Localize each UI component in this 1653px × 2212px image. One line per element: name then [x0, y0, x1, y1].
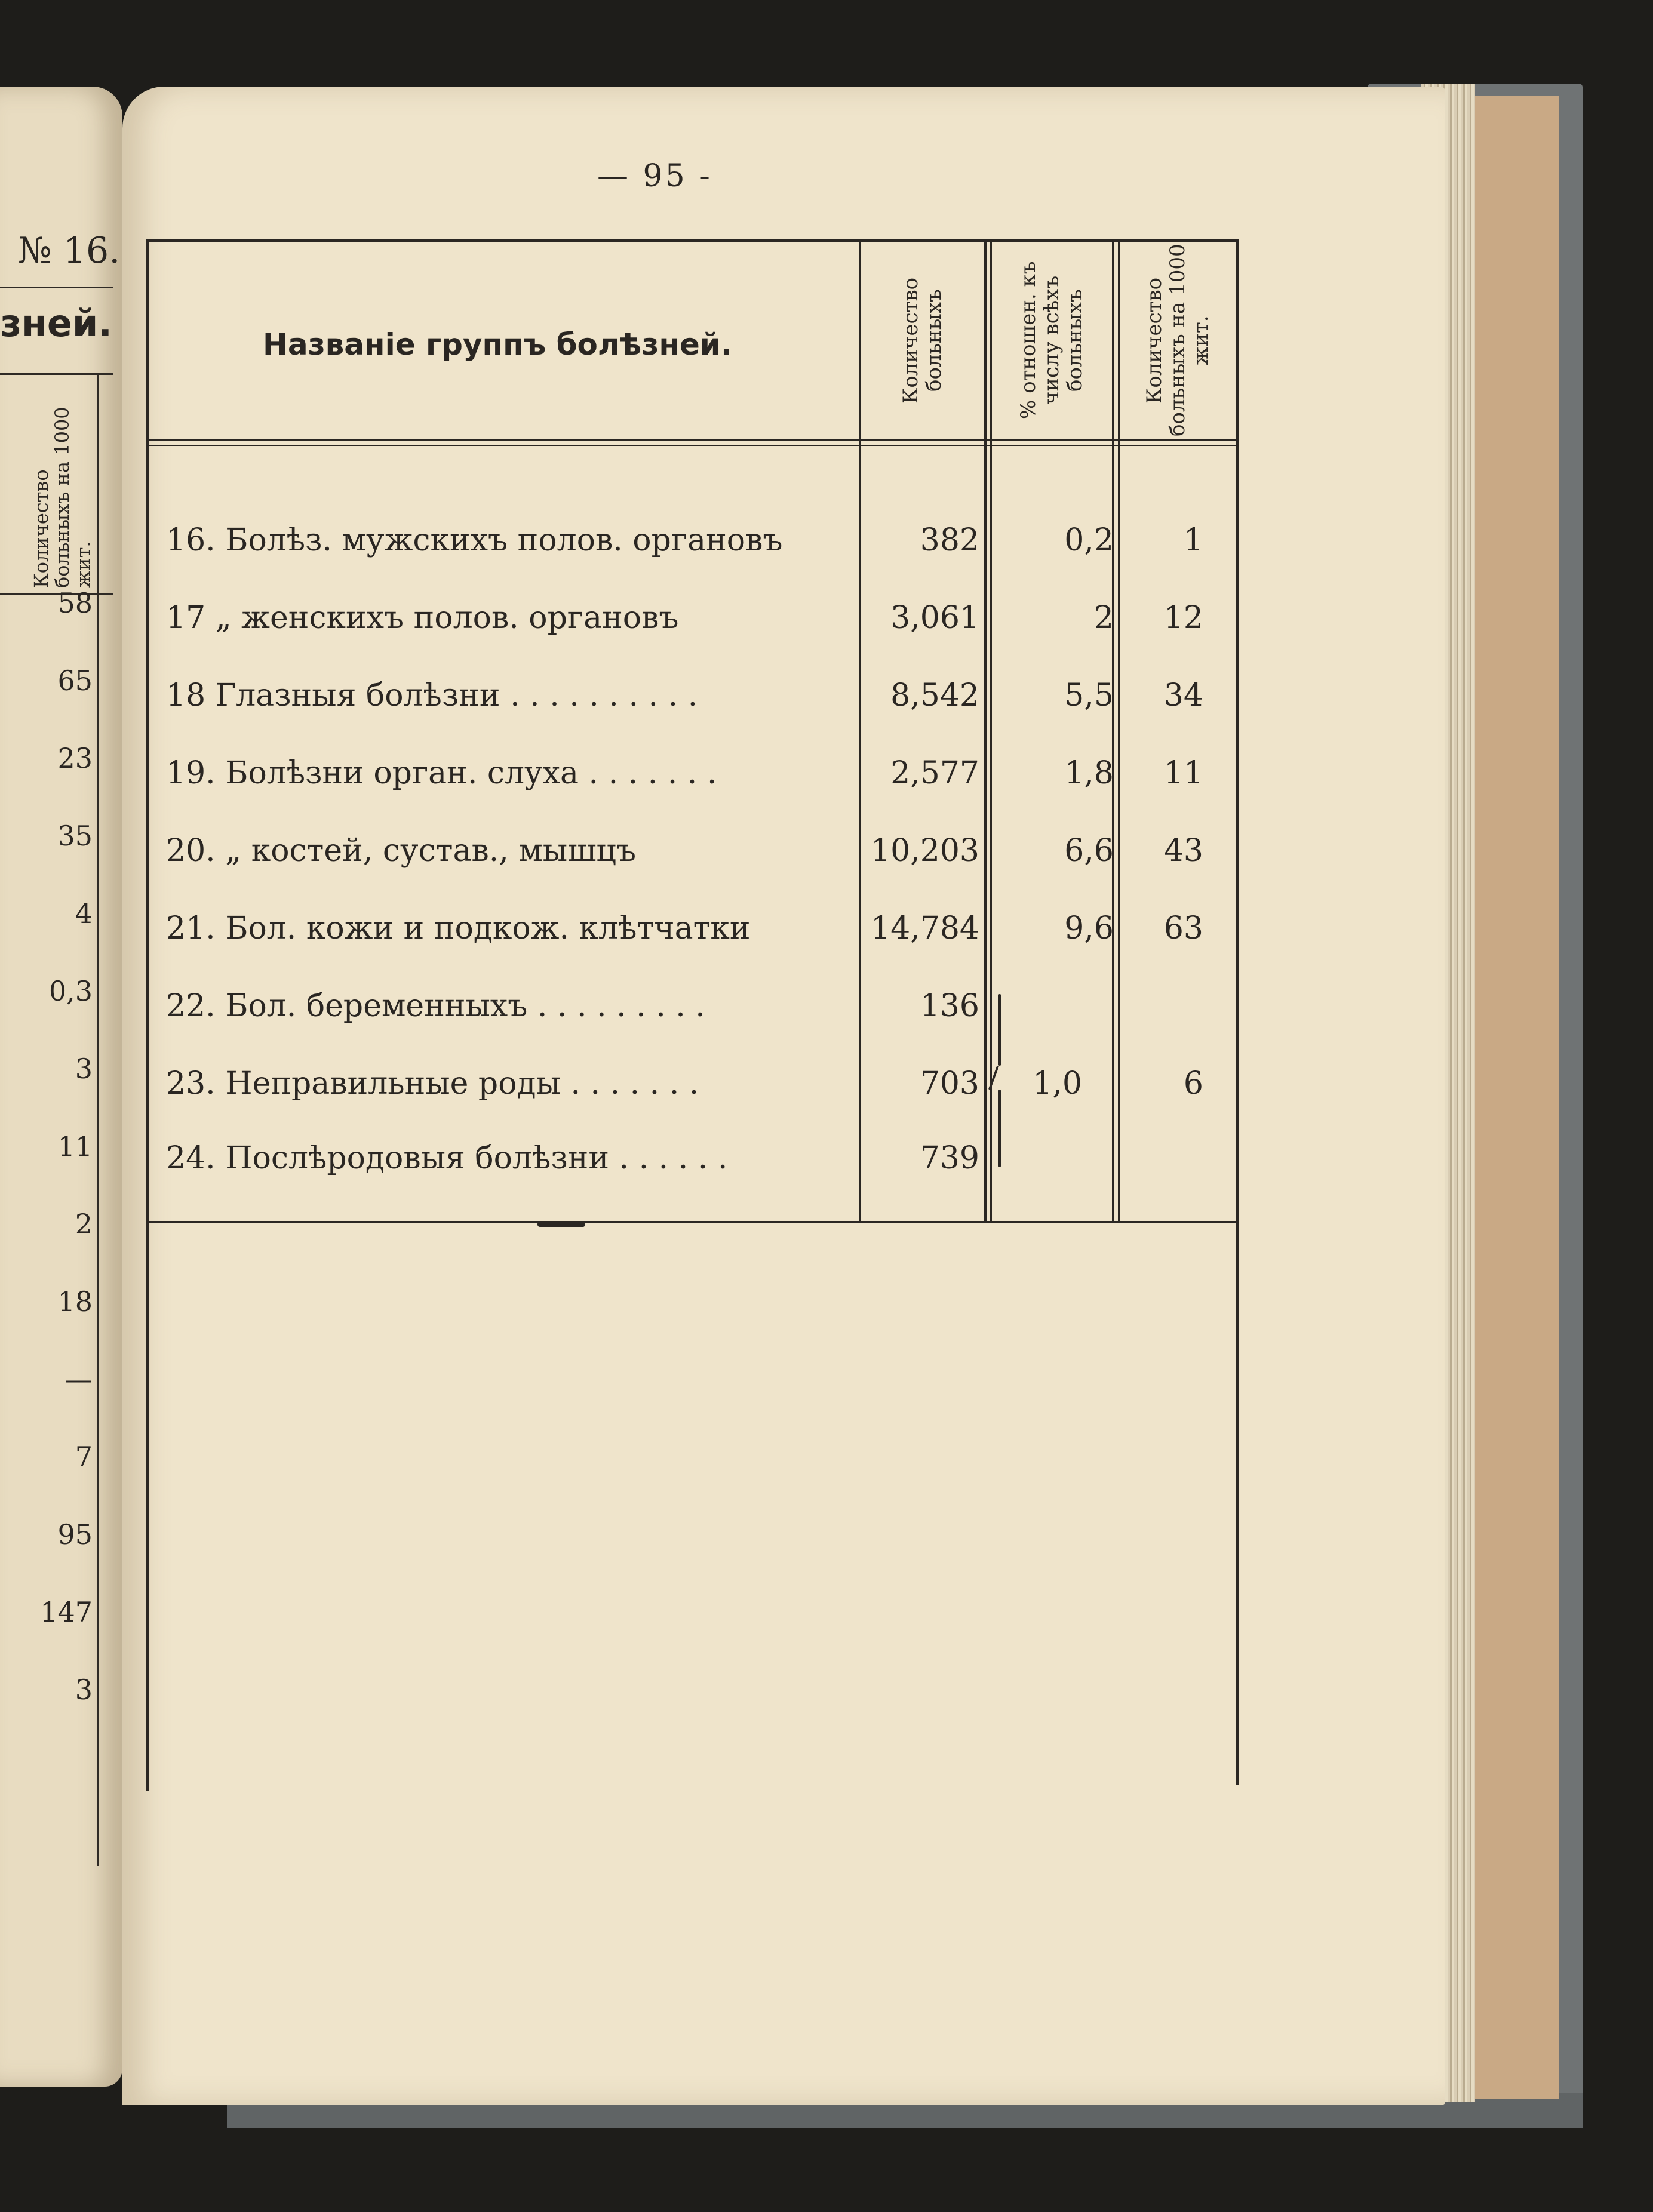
- row-per-thousand: 43: [1163, 833, 1203, 869]
- left-value: 7: [75, 1441, 93, 1473]
- row-name: 17 „ женскихъ полов. органовъ: [166, 600, 679, 636]
- row-percent: 1,0: [1033, 1066, 1082, 1102]
- row-per-thousand: 1: [1183, 522, 1203, 558]
- table-rule-bottom: [146, 1221, 1236, 1223]
- row-per-thousand: 11: [1163, 755, 1203, 791]
- left-rule-top: [0, 287, 113, 288]
- row-percent: 9,6: [1064, 910, 1114, 946]
- row-percent: 5,5: [1064, 678, 1114, 713]
- row-count: 382: [920, 522, 979, 558]
- row-count: 8,542: [890, 678, 979, 713]
- row-percent: 1,8: [1064, 755, 1114, 791]
- table-header-per-thousand: Количество больныхъ на 1000 жит.: [1142, 244, 1213, 437]
- table-header-percent: % отношен. къ числу всѣхъ больныхъ: [1016, 261, 1087, 420]
- left-value: —: [65, 1363, 93, 1395]
- table-rule-ornament: [537, 1222, 585, 1227]
- left-value: 95: [57, 1518, 93, 1550]
- row-name: 20. „ костей, сустав., мышцъ: [166, 833, 637, 869]
- row-name: 21. Бол. кожи и подкож. клѣтчатки: [166, 910, 751, 946]
- table-rule-left: [146, 239, 149, 1791]
- table-rule-head-double: [149, 445, 1236, 446]
- left-value: 23: [57, 742, 93, 774]
- row-per-thousand: 34: [1163, 678, 1203, 713]
- left-value: 0,3: [48, 975, 93, 1007]
- table-header-name: Названіе группъ болѣзней.: [263, 327, 732, 362]
- left-column-header: Количество больныхъ на 1000 жит.: [30, 407, 95, 588]
- left-page: [0, 87, 122, 2087]
- row-name: 23. Неправильные роды . . . . . . .: [166, 1066, 699, 1102]
- left-value: 3: [75, 1673, 93, 1706]
- left-value: 2: [75, 1208, 93, 1240]
- row-name: 19. Болѣзни орган. слуха . . . . . . .: [166, 755, 717, 791]
- row-percent: 0,2: [1064, 522, 1114, 558]
- row-count: 2,577: [890, 755, 979, 791]
- table-rule-head: [149, 439, 1236, 441]
- row-per-thousand: 12: [1163, 600, 1203, 636]
- left-value: 3: [75, 1053, 93, 1085]
- endpaper-board: [1475, 96, 1559, 2099]
- row-percent: 2: [1093, 600, 1114, 636]
- left-value: 35: [57, 820, 93, 852]
- left-value: 18: [57, 1285, 93, 1318]
- left-value: 58: [57, 587, 93, 619]
- left-value: 4: [75, 897, 93, 930]
- left-value: 11: [57, 1130, 93, 1162]
- left-page-number: № 16.: [18, 230, 121, 272]
- left-rule-vertical: [97, 373, 99, 1866]
- table-rule-right: [1236, 239, 1239, 1785]
- table-header-count: Количество больныхъ: [898, 277, 946, 404]
- row-percent: 6,6: [1064, 833, 1114, 869]
- page-number: — 95 -: [597, 158, 712, 194]
- row-name: 24. Послѣродовыя болѣзни . . . . . .: [166, 1140, 728, 1176]
- row-count: 703: [920, 1066, 979, 1102]
- row-name: 22. Бол. беременныхъ . . . . . . . . .: [166, 988, 705, 1024]
- row-count: 10,203: [871, 833, 979, 869]
- row-count: 3,061: [890, 600, 979, 636]
- brace-lower: [998, 1090, 1001, 1167]
- group-brace: [991, 994, 1009, 1173]
- row-count: 14,784: [871, 910, 979, 946]
- left-value: 65: [57, 664, 93, 697]
- row-per-thousand: 6: [1183, 1066, 1203, 1102]
- row-name: 16. Болѣз. мужскихъ полов. органовъ: [166, 522, 783, 558]
- left-page-title: зней.: [0, 302, 112, 345]
- row-name: 18 Глазныя болѣзни . . . . . . . . . .: [166, 678, 698, 713]
- brace-upper: [998, 994, 1001, 1066]
- row-count: 739: [920, 1140, 979, 1176]
- row-count: 136: [920, 988, 979, 1024]
- left-value: 147: [40, 1596, 93, 1628]
- row-per-thousand: 63: [1163, 910, 1203, 946]
